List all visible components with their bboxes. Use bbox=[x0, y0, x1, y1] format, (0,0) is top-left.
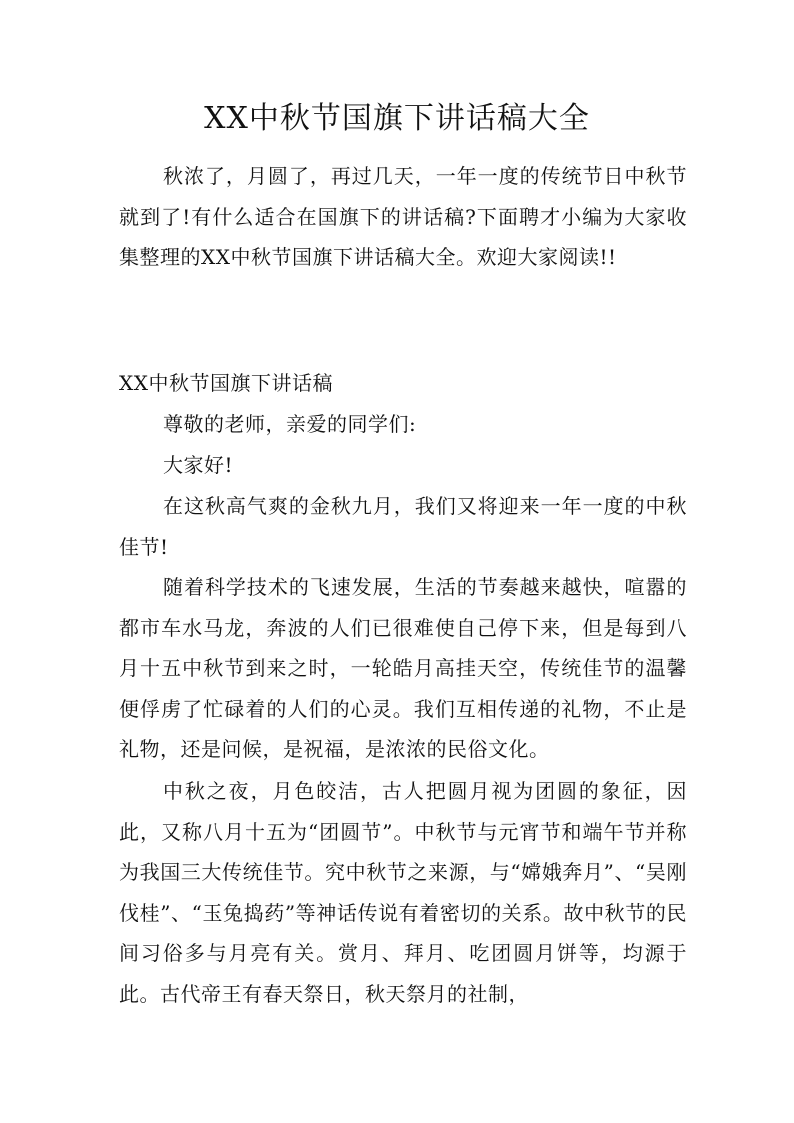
body-paragraph-3: 中秋之夜，月色皎洁，古人把圆月视为团圆的象征，因此，又称八月十五为“团圆节”。中秋节与元宵节和端午节并称为我国三大传统佳节。究中秋节之来源，与“嫦娥奔月”、“吴刚伐桂”、“玉兔捣药”等神话传说有着密切的关系。故中秋节的民间习俗多与月亮有关。赏月、拜月、吃团圆月饼等，均源于此。古代帝王有春天祭日，秋天祭月的社制， bbox=[119, 779, 687, 1006]
body-paragraph-2: 随着科学技术的飞速发展，生活的节奏越来越快，喧嚣的都市车水马龙，奔波的人们已很难使自己停下来，但是每到八月十五中秋节到来之时，一轮皓月高挂天空，传统佳节的温馨便俘虏了忙碌着的人们的心灵。我们互相传递的礼物，不止是礼物，还是问候，是祝福，是浓浓的民俗文化。 bbox=[119, 575, 687, 761]
salutation-line: 大家好! bbox=[163, 453, 234, 477]
document-title: XX中秋节国旗下讲话稿大全 bbox=[204, 101, 590, 136]
body-paragraph-1: 在这秋高气爽的金秋九月，我们又将迎来一年一度的中秋佳节! bbox=[119, 494, 687, 559]
section-heading: XX中秋节国旗下讲话稿 bbox=[119, 371, 333, 395]
greeting-line: 尊敬的老师，亲爱的同学们: bbox=[163, 412, 417, 436]
intro-paragraph: 秋浓了，月圆了，再过几天，一年一度的传统节日中秋节就到了!有什么适合在国旗下的讲话稿?下面聘才小编为大家收集整理的XX中秋节国旗下讲话稿大全。欢迎大家阅读!! bbox=[119, 164, 687, 269]
